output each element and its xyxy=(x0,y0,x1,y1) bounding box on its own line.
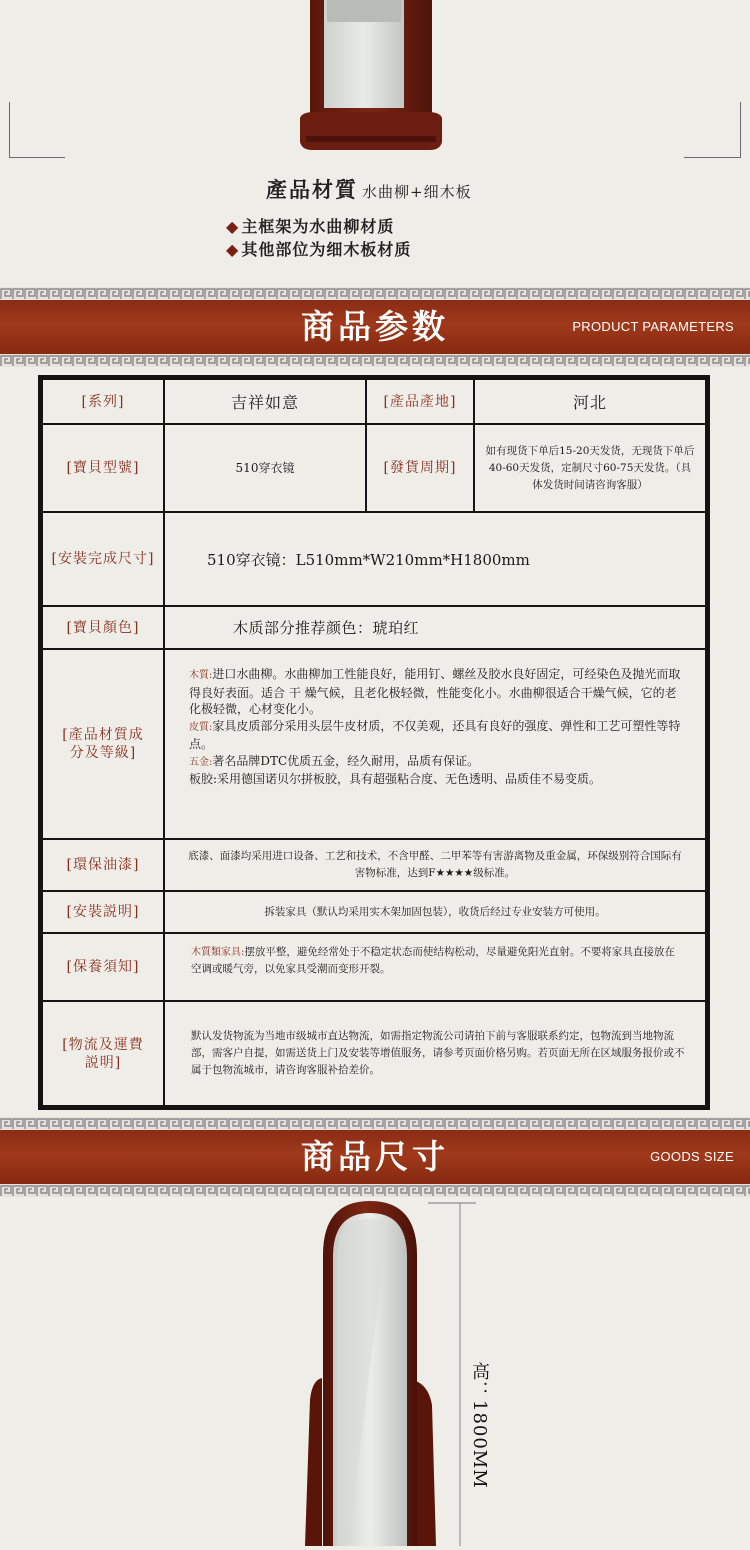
material-grade-label: [產品材質成分及等級] xyxy=(41,648,165,840)
banner-background xyxy=(0,1130,750,1184)
corner-line xyxy=(9,157,65,158)
mirror-photo-top xyxy=(300,0,442,160)
logistics-label: [物流及運費説明] xyxy=(41,1000,165,1107)
model-value: 510穿衣镜 xyxy=(163,423,367,513)
origin-label: [產品產地] xyxy=(365,378,475,425)
material-grade-value xyxy=(163,648,707,840)
size-title: 商品尺寸 xyxy=(301,1137,449,1176)
delivery-value: 如有现货下单后15-20天发货，无现货下单后40-60天发货，定制尺寸60-75天发货。（具体发货时间请咨询客服） xyxy=(473,423,707,513)
banner-background xyxy=(0,300,750,354)
model-label: [寶貝型號] xyxy=(41,423,165,513)
params-banner xyxy=(0,287,750,367)
size-title-en: GOODS SIZE xyxy=(650,1149,734,1164)
params-title-en: PRODUCT PARAMETERS xyxy=(572,319,734,334)
wood-tag: 木質: xyxy=(189,670,213,681)
logistics-value: 默认发货物流为当地市级城市直达物流，如需指定物流公司请拍下前与客服联系约定，包物流到当地物流部，需客户自提，如需送货上门及安装等增值服务，请参考页面价格另购。若页面无所在区域服务报价或不属于包物流城市，请咨询客服补拾差价。 xyxy=(163,1000,707,1107)
hardware-tag: 五金: xyxy=(189,756,213,768)
size-banner xyxy=(0,1117,750,1197)
board-text: 采用德国诺贝尔拼板胶，具有超强粘合度、无色透明、品质佳不易变质。 xyxy=(217,772,602,786)
paint-label: [環保油漆] xyxy=(41,838,165,892)
fret-border xyxy=(0,287,750,300)
delivery-label: [發貨周期] xyxy=(365,423,475,513)
fret-border xyxy=(0,354,750,367)
install-note-value: 拆装家具（默认均采用实木架加固包装），收货后经过专业安装方可使用。 xyxy=(163,890,707,934)
corner-line xyxy=(684,157,741,158)
care-text: 摆放平整，避免经常处于不稳定状态而使结构松动，尽量避免阳光直射。不要将家具直接放在空调或暖气旁，以免家具受潮而变形开裂。 xyxy=(191,946,675,975)
height-label: 高：1800MM xyxy=(469,1362,490,1489)
install-size-value: 510穿衣镜：L510mm*W210mm*H1800mm xyxy=(163,511,707,607)
color-value: 木质部分推荐颜色：琥珀红 xyxy=(163,605,707,650)
install-size-label: [安裝完成尺寸] xyxy=(41,511,165,607)
material-heading xyxy=(266,174,472,204)
fret-border xyxy=(0,1117,750,1130)
corner-line xyxy=(9,102,10,158)
board-tag: 板胶: xyxy=(189,772,218,786)
care-tag: 木質類家具: xyxy=(191,947,245,958)
wood-text: 进口水曲柳。水曲柳加工性能良好，能用钉、螺丝及胶水良好固定，可经染色及抛光而取得良好表面。适合 干 燥气候，且老化极轻微，性能变化小。水曲柳很适合干燥气候，它的老化极轻微，心材变化小。 xyxy=(189,667,681,716)
material-subtitle: 水曲柳+细木板 xyxy=(362,183,472,201)
install-note-label: [安裝説明] xyxy=(41,890,165,934)
parameters-table xyxy=(38,375,710,1110)
params-title: 商品参数 xyxy=(301,307,449,346)
diamond-icon: ◆ xyxy=(226,217,240,236)
series-label: [系列] xyxy=(41,378,165,425)
material-title: 產品材質 xyxy=(266,177,358,202)
material-bullet: ◆ 其他部位为细木板材质 xyxy=(226,240,412,259)
paint-value: 底漆、面漆均采用进口设备、工艺和技术，不含甲醛、二甲苯等有害游离物及重金属，环保级别符合国际有害物标准，达到F★★★★级标准。 xyxy=(163,838,707,892)
origin-value: 河北 xyxy=(473,378,707,425)
corner-line xyxy=(740,102,741,158)
hardware-text: 著名品牌DTC优质五金，经久耐用，品质有保证。 xyxy=(212,753,480,768)
diamond-icon: ◆ xyxy=(226,240,240,259)
leather-tag: 皮質: xyxy=(189,721,213,733)
mirror-size-photo xyxy=(0,1195,750,1546)
care-value xyxy=(163,932,707,1002)
care-label: [保養須知] xyxy=(41,932,165,1002)
material-bullet: ◆ 主框架为水曲柳材质 xyxy=(226,217,395,236)
series-value: 吉祥如意 xyxy=(163,378,367,425)
leather-text: 家具皮质部分采用头层牛皮材质，不仅美观，还具有良好的强度、弹性和工艺可塑性等特点。 xyxy=(189,718,681,751)
color-label: [寶貝顏色] xyxy=(41,605,165,650)
